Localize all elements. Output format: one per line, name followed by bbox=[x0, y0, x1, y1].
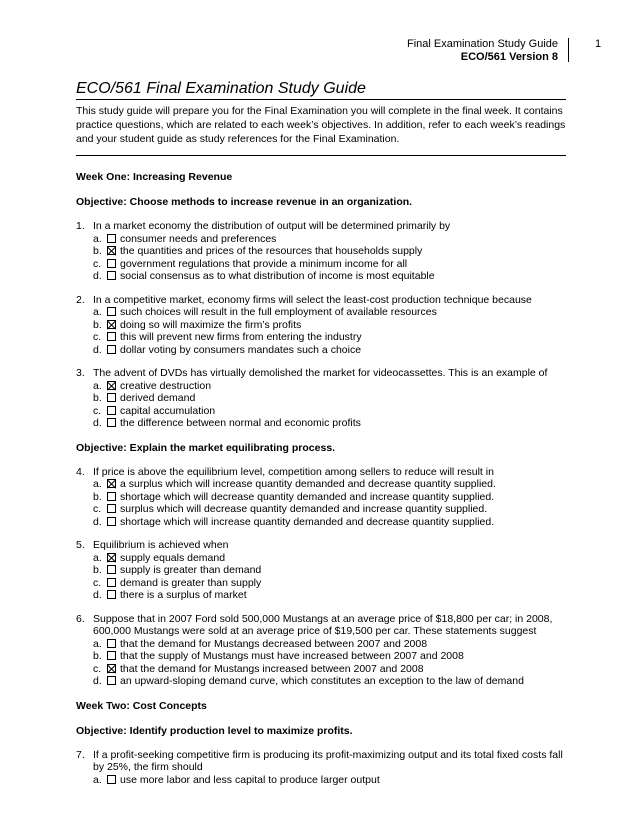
checkbox-icon[interactable] bbox=[107, 676, 116, 685]
checkbox-icon[interactable] bbox=[107, 775, 116, 784]
option-letter: d. bbox=[93, 417, 102, 429]
question-text bbox=[76, 220, 576, 233]
intro-paragraph: This study guide will prepare you for the Final Examination you will complete in the final week. It contains practice questions, which are related to each week’s objectives. In addition, refer to each week’s readings and your student guide as study references for the Final Examination. bbox=[76, 105, 566, 145]
option-letter: b. bbox=[93, 650, 102, 662]
answer-option bbox=[76, 331, 576, 344]
checked-checkbox-icon[interactable] bbox=[107, 320, 116, 329]
option-text: capital accumulation bbox=[120, 404, 216, 417]
option-text: dollar voting by consumers mandates such a choice bbox=[120, 343, 362, 356]
title-rule bbox=[76, 99, 566, 100]
checkbox-icon[interactable] bbox=[107, 639, 116, 648]
header-title-block bbox=[407, 38, 558, 64]
question-number: 3. bbox=[76, 367, 85, 379]
header-title: Final Examination Study Guide bbox=[406, 38, 558, 50]
question-text bbox=[76, 613, 576, 626]
option-letter: c. bbox=[93, 503, 102, 515]
answer-option bbox=[76, 392, 576, 405]
option-letter: c. bbox=[93, 662, 102, 675]
answer-option bbox=[76, 245, 576, 258]
checkbox-icon[interactable] bbox=[107, 590, 116, 599]
document-title: ECO/561 Final Examination Study Guide bbox=[76, 80, 366, 97]
answer-option bbox=[76, 774, 576, 787]
checkbox-icon[interactable] bbox=[107, 332, 116, 341]
question-text bbox=[76, 625, 576, 638]
question-text-line: 600,000 Mustangs were sold at an average price of $19,500 per car. These statements suggest bbox=[93, 625, 537, 637]
question-text-line: If price is above the equilibrium level, competition among sellers to reduce will result in bbox=[93, 465, 494, 478]
checkbox-icon[interactable] bbox=[107, 651, 116, 660]
option-text: surplus which will decrease quantity demanded and increase quantity supplied. bbox=[120, 503, 488, 515]
question-text bbox=[76, 367, 576, 380]
question-text bbox=[76, 294, 576, 307]
question bbox=[76, 749, 576, 787]
option-letter: d. bbox=[93, 515, 102, 528]
option-text: doing so will maximize the firm’s profits bbox=[120, 318, 302, 331]
question-text-line: Suppose that in 2007 Ford sold 500,000 Mustangs at an average price of $18,800 per car; in 2008, bbox=[93, 612, 553, 625]
question-text-line: If a profit-seeking competitive firm is producing its profit-maximizing output and its total fixed costs fall bbox=[93, 748, 563, 761]
question-number: 1. bbox=[76, 220, 85, 232]
question-text-line: Equilibrium is achieved when bbox=[93, 539, 229, 551]
study-guide-content bbox=[76, 170, 576, 786]
option-text: this will prevent new firms from entering the industry bbox=[120, 331, 362, 343]
option-letter: a. bbox=[93, 232, 102, 245]
intro-rule bbox=[76, 155, 566, 156]
question bbox=[76, 613, 576, 688]
checkbox-icon[interactable] bbox=[107, 271, 116, 280]
answer-option bbox=[76, 319, 576, 332]
option-letter: b. bbox=[93, 245, 102, 257]
option-letter: d. bbox=[93, 589, 102, 601]
checked-checkbox-icon[interactable] bbox=[107, 246, 116, 255]
checkbox-icon[interactable] bbox=[107, 345, 116, 354]
option-letter: a. bbox=[93, 637, 102, 650]
answer-option bbox=[76, 552, 576, 565]
answer-option bbox=[76, 306, 576, 319]
question bbox=[76, 466, 576, 529]
question bbox=[76, 220, 576, 283]
question-number: 6. bbox=[76, 612, 85, 625]
question-text-line: In a market economy the distribution of output will be determined primarily by bbox=[93, 220, 451, 232]
option-text: social consensus as to what distribution of income is most equitable bbox=[120, 270, 435, 282]
answer-option bbox=[76, 478, 576, 491]
checkbox-icon[interactable] bbox=[107, 259, 116, 268]
question bbox=[76, 367, 576, 430]
option-text: use more labor and less capital to produce larger output bbox=[120, 773, 380, 786]
option-letter: b. bbox=[93, 318, 102, 331]
checkbox-icon[interactable] bbox=[107, 517, 116, 526]
header-version: ECO/561 Version 8 bbox=[460, 51, 558, 63]
week-one-heading: Week One: Increasing Revenue bbox=[76, 171, 233, 183]
option-letter: a. bbox=[93, 306, 102, 318]
option-letter: a. bbox=[93, 773, 102, 786]
option-letter: d. bbox=[93, 675, 102, 687]
question-text bbox=[76, 761, 576, 774]
option-text: a surplus which will increase quantity demanded and decrease quantity supplied. bbox=[120, 478, 496, 490]
answer-option bbox=[76, 503, 576, 516]
option-text: that the demand for Mustangs decreased between 2007 and 2008 bbox=[120, 637, 428, 650]
week-two-heading: Week Two: Cost Concepts bbox=[76, 699, 207, 712]
answer-option bbox=[76, 564, 576, 577]
option-letter: c. bbox=[93, 404, 102, 417]
option-letter: b. bbox=[93, 490, 102, 503]
option-text: creative destruction bbox=[120, 379, 212, 392]
question-text-line: The advent of DVDs has virtually demolished the market for videocassettes. This is an example of bbox=[93, 367, 548, 379]
question-number: 7. bbox=[76, 748, 85, 761]
answer-option bbox=[76, 577, 576, 590]
objective-heading: Objective: Choose methods to increase revenue in an organization. bbox=[76, 196, 413, 208]
option-text: consumer needs and preferences bbox=[120, 232, 277, 245]
option-letter: c. bbox=[93, 576, 102, 589]
checkbox-icon[interactable] bbox=[107, 307, 116, 316]
answer-option bbox=[76, 417, 576, 430]
option-text: government regulations that provide a minimum income for all bbox=[120, 257, 408, 270]
answer-option bbox=[76, 638, 576, 651]
option-text: derived demand bbox=[120, 392, 196, 404]
answer-option bbox=[76, 650, 576, 663]
checked-checkbox-icon[interactable] bbox=[107, 381, 116, 390]
question-text bbox=[76, 749, 576, 762]
option-letter: c. bbox=[93, 257, 102, 270]
answer-option bbox=[76, 258, 576, 271]
checkbox-icon[interactable] bbox=[107, 492, 116, 501]
question-number: 5. bbox=[76, 539, 85, 551]
header-divider bbox=[568, 38, 569, 62]
option-text: that the demand for Mustangs increased between 2007 and 2008 bbox=[120, 662, 424, 675]
checkbox-icon[interactable] bbox=[107, 418, 116, 427]
option-letter: d. bbox=[93, 270, 102, 282]
question-number: 2. bbox=[76, 293, 85, 306]
option-letter: a. bbox=[93, 478, 102, 490]
option-text: such choices will result in the full employment of available resources bbox=[120, 306, 437, 318]
answer-option bbox=[76, 344, 576, 357]
answer-option bbox=[76, 380, 576, 393]
checked-checkbox-icon[interactable] bbox=[107, 479, 116, 488]
question bbox=[76, 294, 576, 357]
option-letter: b. bbox=[93, 392, 102, 404]
question-text-line: In a competitive market, economy firms will select the least-cost production technique because bbox=[93, 293, 532, 306]
option-letter: d. bbox=[93, 343, 102, 356]
checked-checkbox-icon[interactable] bbox=[107, 553, 116, 562]
option-text: shortage which will decrease quantity demanded and increase quantity supplied. bbox=[120, 490, 495, 503]
option-letter: a. bbox=[93, 551, 102, 564]
question-text-line: by 25%, the firm should bbox=[93, 761, 203, 773]
answer-option bbox=[76, 589, 576, 602]
option-text: shortage which will increase quantity demanded and decrease quantity supplied. bbox=[120, 515, 495, 528]
checkbox-icon[interactable] bbox=[107, 234, 116, 243]
checkbox-icon[interactable] bbox=[107, 504, 116, 513]
answer-option bbox=[76, 663, 576, 676]
option-text: demand is greater than supply bbox=[120, 576, 262, 589]
answer-option bbox=[76, 516, 576, 529]
objective-heading: Objective: Identify production level to maximize profits. bbox=[76, 724, 353, 737]
option-text: that the supply of Mustangs must have increased between 2007 and 2008 bbox=[120, 650, 464, 662]
option-text: the difference between normal and economic profits bbox=[120, 417, 361, 429]
question bbox=[76, 539, 576, 602]
option-letter: c. bbox=[93, 331, 102, 343]
option-letter: a. bbox=[93, 379, 102, 392]
option-text: the quantities and prices of the resources that households supply bbox=[120, 245, 423, 257]
checkbox-icon[interactable] bbox=[107, 578, 116, 587]
question-text bbox=[76, 466, 576, 479]
answer-option bbox=[76, 491, 576, 504]
answer-option bbox=[76, 270, 576, 283]
option-text: supply equals demand bbox=[120, 551, 226, 564]
option-text: there is a surplus of market bbox=[120, 589, 247, 601]
checked-checkbox-icon[interactable] bbox=[107, 664, 116, 673]
option-text: an upward-sloping demand curve, which constitutes an exception to the law of demand bbox=[120, 675, 524, 687]
checkbox-icon[interactable] bbox=[107, 565, 116, 574]
objective-heading: Objective: Explain the market equilibrating process. bbox=[76, 441, 336, 454]
answer-option bbox=[76, 405, 576, 418]
option-text: supply is greater than demand bbox=[120, 564, 262, 576]
question-number: 4. bbox=[76, 465, 85, 478]
checkbox-icon[interactable] bbox=[107, 393, 116, 402]
question-text bbox=[76, 539, 576, 552]
answer-option bbox=[76, 233, 576, 246]
answer-option bbox=[76, 675, 576, 688]
page-number: 1 bbox=[595, 38, 602, 50]
option-letter: b. bbox=[93, 564, 102, 576]
checkbox-icon[interactable] bbox=[107, 406, 116, 415]
